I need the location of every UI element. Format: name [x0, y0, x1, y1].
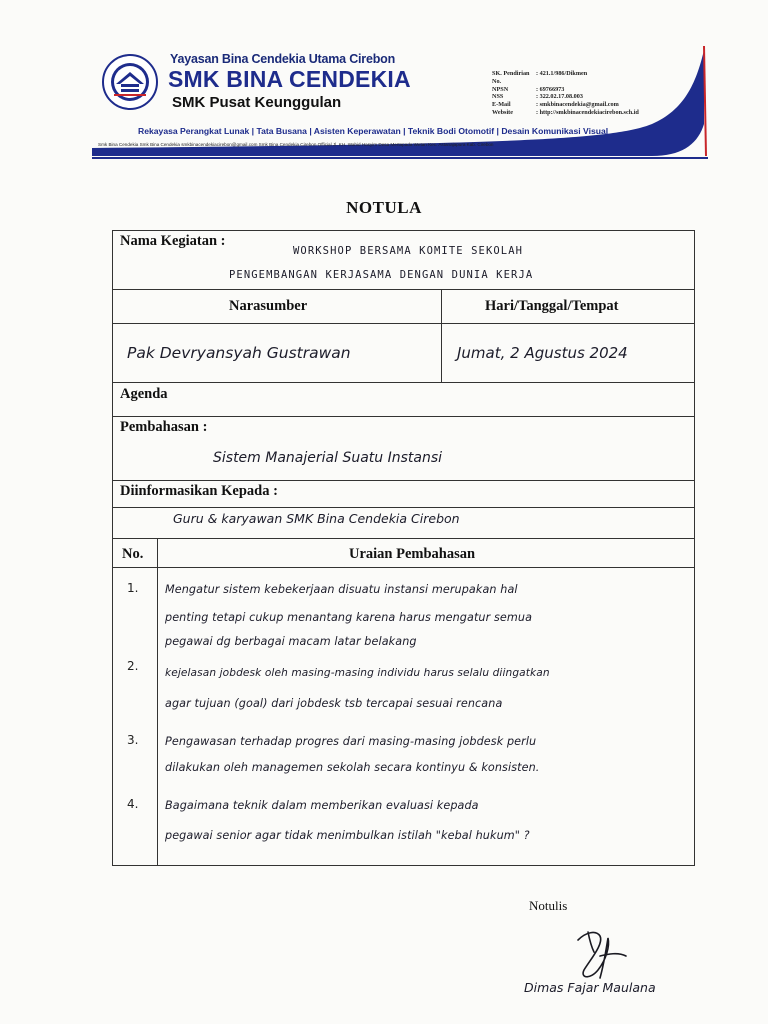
letterhead	[92, 44, 708, 160]
row-divider	[113, 480, 694, 481]
school-logo-icon	[102, 54, 158, 110]
nama-kegiatan-label: Nama Kegiatan :	[120, 233, 226, 249]
notulis-label: Notulis	[529, 898, 568, 913]
item-line: pegawai dg berbagai macam latar belakang	[165, 635, 417, 648]
info-value: : http://smkbinacendekiacirebon.sch.id	[536, 108, 639, 116]
diinformasikan-label: Diinformasikan Kepada :	[120, 483, 278, 499]
uraian-header: Uraian Pembahasan	[349, 546, 476, 562]
no-header: No.	[122, 546, 144, 562]
info-row	[492, 70, 656, 86]
item-line: Bagaimana teknik dalam memberikan evaluasi kepada	[165, 799, 479, 812]
program-list: Rekayasa Perangkat Lunak | Tata Busana | Asisten Keperawatan | Teknik Bodi Otomotif | Desain Komunikasi Visual	[138, 126, 609, 136]
row-divider	[113, 382, 694, 383]
contact-list: Smk Bina Cendekia Smk Bina Cendekia smkbinacendekiacirebon@gmail.com Smk Bina Cendekia Cirebon Official Jl. KH. Wahid Hasyim Desa Mertapada Wetan Kec. Astanajapura Kab. Cirebon	[98, 142, 494, 147]
column-divider	[441, 289, 442, 382]
document-title: NOTULA	[346, 198, 422, 217]
school-subtitle: SMK Pusat Keunggulan	[172, 94, 342, 111]
item-number: 1.	[127, 581, 139, 595]
row-divider	[113, 507, 694, 508]
item-line: Pengawasan terhadap progres dari masing-masing jobdesk perlu	[165, 735, 537, 748]
narasumber-value: Pak Devryansyah Gustrawan	[127, 344, 351, 362]
info-key: Website	[492, 108, 513, 116]
pembahasan-label: Pembahasan :	[120, 419, 208, 435]
item-number: 2.	[127, 659, 139, 673]
row-divider	[113, 323, 694, 324]
item-line: agar tujuan (goal) dari jobdesk tsb tercapai sesuai rencana	[165, 697, 503, 710]
info-key: E-Mail	[492, 101, 511, 109]
item-line: kejelasan jobdesk oleh masing-masing individu harus selalu diingatkan	[165, 667, 550, 679]
item-number: 4.	[127, 797, 139, 811]
info-key: NPSN	[492, 85, 509, 93]
info-row	[492, 93, 656, 101]
narasumber-label: Narasumber	[229, 298, 308, 314]
school-info	[492, 70, 656, 117]
foundation-name: Yayasan Bina Cendekia Utama Cirebon	[170, 52, 396, 66]
info-row	[492, 109, 656, 117]
item-line: pegawai senior agar tidak menimbulkan istilah "kebal hukum" ?	[165, 829, 530, 842]
row-divider	[113, 289, 694, 290]
item-line: dilakukan oleh managemen sekolah secara kontinyu & konsisten.	[165, 761, 540, 774]
item-number: 3.	[127, 733, 139, 747]
pembahasan-value: Sistem Manajerial Suatu Instansi	[213, 450, 443, 466]
hari-value: Jumat, 2 Agustus 2024	[457, 344, 628, 362]
info-value: : smkbinacendekia@gmail.com	[536, 101, 619, 109]
row-divider	[113, 538, 694, 539]
school-name: SMK BINA CENDEKIA	[168, 66, 411, 92]
info-value: : 322.02.17.08.003	[536, 93, 583, 101]
info-key: SK. Pendirian No.	[492, 70, 530, 85]
info-value: : 421.1/986/Dikmen	[536, 70, 588, 77]
diinformasikan-value: Guru & karyawan SMK Bina Cendekia Cirebon	[173, 511, 460, 526]
info-row	[492, 86, 656, 94]
item-line: Mengatur sistem kebekerjaan disuatu instansi merupakan hal	[165, 583, 518, 596]
row-divider	[113, 567, 694, 568]
info-value: : 69766973	[536, 85, 565, 93]
signature-icon	[560, 926, 630, 988]
nama-kegiatan-line1: WORKSHOP BERSAMA KOMITE SEKOLAH	[293, 245, 524, 257]
agenda-label: Agenda	[120, 386, 168, 402]
item-line: penting tetapi cukup menantang karena harus mengatur semua	[165, 611, 533, 624]
info-row	[492, 101, 656, 109]
notula-table	[112, 230, 695, 866]
hari-label: Hari/Tanggal/Tempat	[485, 298, 619, 314]
signer-name: Dimas Fajar Maulana	[524, 980, 656, 995]
info-key: NSS	[492, 93, 504, 101]
column-divider	[157, 538, 158, 866]
row-divider	[113, 416, 694, 417]
nama-kegiatan-line2: PENGEMBANGAN KERJASAMA DENGAN DUNIA KERJA	[229, 269, 534, 281]
